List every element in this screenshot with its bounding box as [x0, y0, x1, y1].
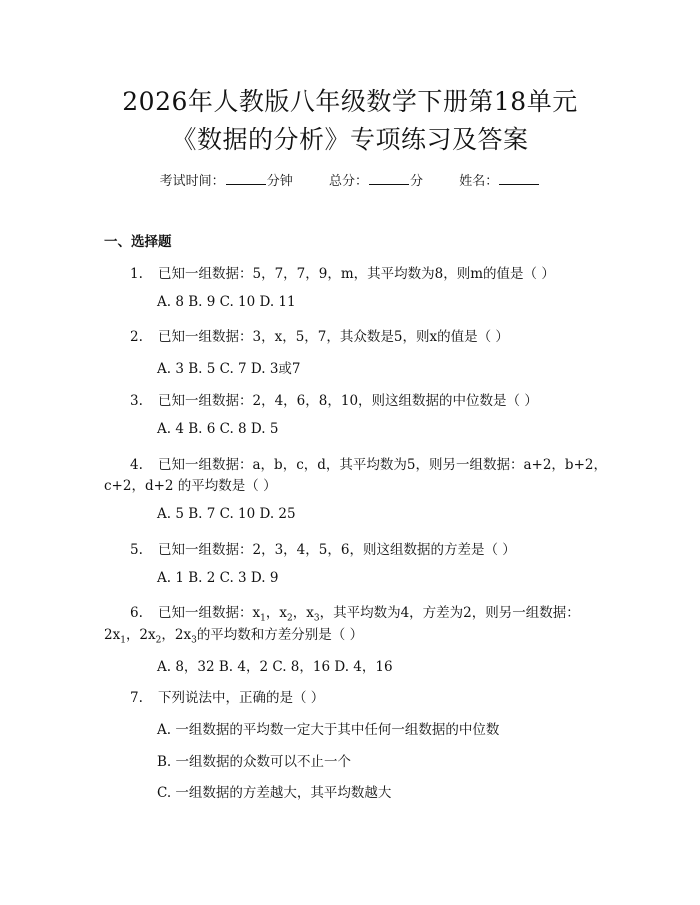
subscript: 2	[155, 635, 162, 646]
question-3	[130, 389, 538, 409]
question-number: 2.	[130, 329, 143, 345]
question-text: 已知一组数据：3，x，5，7，其众数是5，则x的值是（ ）	[158, 329, 509, 345]
question-2-options: A. 3 B. 5 C. 7 D. 3或7	[157, 361, 301, 377]
question-text: ，x	[292, 605, 314, 621]
question-7-option-c: C. 一组数据的方差越大，其平均数越大	[157, 785, 392, 801]
question-text: 已知一组数据：a，b，c，d，其平均数为5，则另一组数据：a+2，b+2，	[158, 457, 607, 473]
question-7-option-b: B. 一组数据的众数可以不止一个	[157, 754, 352, 770]
question-text: 已知一组数据：x	[158, 605, 261, 621]
exam-info	[0, 170, 700, 189]
subscript: 1	[260, 613, 266, 624]
question-1	[130, 262, 555, 282]
question-number: 4.	[130, 457, 143, 473]
question-4-options: A. 5 B. 7 C. 10 D. 25	[157, 506, 296, 522]
question-5	[130, 538, 516, 558]
title-line-1: 2026年人教版八年级数学下册第18单元	[122, 87, 578, 116]
subscript: 2	[286, 613, 293, 624]
question-text: ，其平均数为4，方差为2，则另一组数据：	[319, 605, 580, 621]
question-number: 7.	[130, 690, 143, 706]
subscript: 3	[313, 613, 320, 624]
score-unit: 分	[410, 174, 424, 189]
title-line-2: 《数据的分析》专项练习及答案	[171, 125, 529, 154]
question-text: 的平均数和方差分别是（ ）	[196, 627, 364, 643]
score-blank[interactable]	[369, 172, 409, 185]
time-unit: 分钟	[266, 174, 293, 189]
question-text: 已知一组数据：5，7，7，9，m，其平均数为8，则m的值是（ ）	[158, 266, 555, 282]
question-7-option-a: A. 一组数据的平均数一定大于其中任何一组数据的中位数	[157, 722, 500, 738]
question-6-options: A. 8，32 B. 4，2 C. 8，16 D. 4，16	[157, 659, 393, 675]
score-label: 总分：	[328, 174, 368, 189]
question-number: 5.	[130, 542, 143, 558]
question-text: 已知一组数据：2，4，6，8，10，则这组数据的中位数是（ ）	[158, 393, 538, 409]
question-number: 3.	[130, 393, 143, 409]
name-blank[interactable]	[499, 172, 539, 185]
question-6	[130, 601, 580, 624]
question-text: ，x	[265, 605, 287, 621]
section-title: 一、选择题	[104, 234, 172, 250]
question-text: 下列说法中，正确的是（ ）	[158, 690, 325, 706]
name-label: 姓名：	[459, 174, 499, 189]
question-number: 1.	[130, 266, 143, 282]
question-5-options: A. 1 B. 2 C. 3 D. 9	[157, 570, 279, 586]
question-6-continuation	[104, 623, 363, 646]
question-text: ，2x	[125, 627, 156, 643]
time-blank[interactable]	[226, 172, 266, 185]
question-number: 6.	[130, 605, 143, 621]
question-1-options: A. 8 B. 9 C. 10 D. 11	[157, 294, 296, 310]
question-text: 2x	[104, 627, 121, 643]
question-3-options: A. 4 B. 6 C. 8 D. 5	[157, 421, 279, 437]
subscript: 3	[191, 635, 197, 646]
question-text: ，2x	[161, 627, 192, 643]
question-7	[130, 686, 324, 706]
time-label: 考试时间：	[159, 174, 225, 189]
question-4	[130, 453, 607, 473]
subscript: 1	[120, 635, 126, 646]
question-text: 已知一组数据：2，3，4，5，6，则这组数据的方差是（ ）	[158, 542, 516, 558]
question-4-continuation: c+2，d+2 的平均数是（ ）	[104, 478, 277, 494]
question-2	[130, 325, 509, 345]
